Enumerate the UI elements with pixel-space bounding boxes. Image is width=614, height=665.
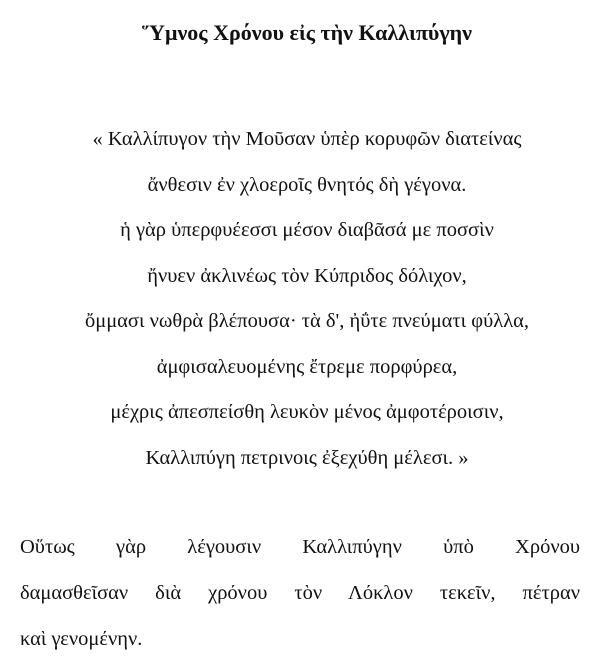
poem-line: ἤνυεν ἀκλινέως τὸν Κύπριδος δόλιχον, bbox=[147, 264, 467, 287]
prose-line: καὶ γενομένην. bbox=[20, 628, 143, 650]
poem-line: Καλλιπύγη πετρινοις ἐξεχύθη μέλεσι. » bbox=[145, 446, 469, 469]
poem-line: ἡ γὰρ ὑπερφυέεσσι μέσον διαβᾶσά με ποσσὶν bbox=[120, 219, 494, 241]
prose-paragraph bbox=[20, 524, 580, 662]
prose-line: δαμασθεῖσαν διὰ χρόνου τὸν Λόκλον τεκεῖν, πέτραν bbox=[20, 582, 580, 604]
poem-line: « Καλλίπυγον τὴν Μοῦσαν ὑπὲρ κορυφῶν διατείνας bbox=[92, 128, 522, 150]
hymn-title: Ὕμνος Χρόνου εἰς τὴν Καλλιπύγην bbox=[142, 20, 472, 45]
poem-line: ἄνθεσιν ἐν χλοεροῖς θνητός δὴ γέγονα. bbox=[147, 173, 467, 196]
poem-line: ὄμμασι νωθρὰ βλέπουσα· τὰ δ', ἠΰτε πνεύματι φύλλα, bbox=[84, 310, 530, 332]
prose-line: Οὕτως γὰρ λέγουσιν Καλλιπύγην ὑπὸ Χρόνου bbox=[20, 536, 580, 558]
poem-line: ἀμφισαλευομένης ἔτρεμε πορφύρεα, bbox=[156, 355, 458, 378]
poem-stanza bbox=[0, 117, 614, 481]
poem-line: μέχρις ἀπεσπείσθη λευκὸν μένος ἀμφοτέροισιν, bbox=[110, 401, 504, 423]
